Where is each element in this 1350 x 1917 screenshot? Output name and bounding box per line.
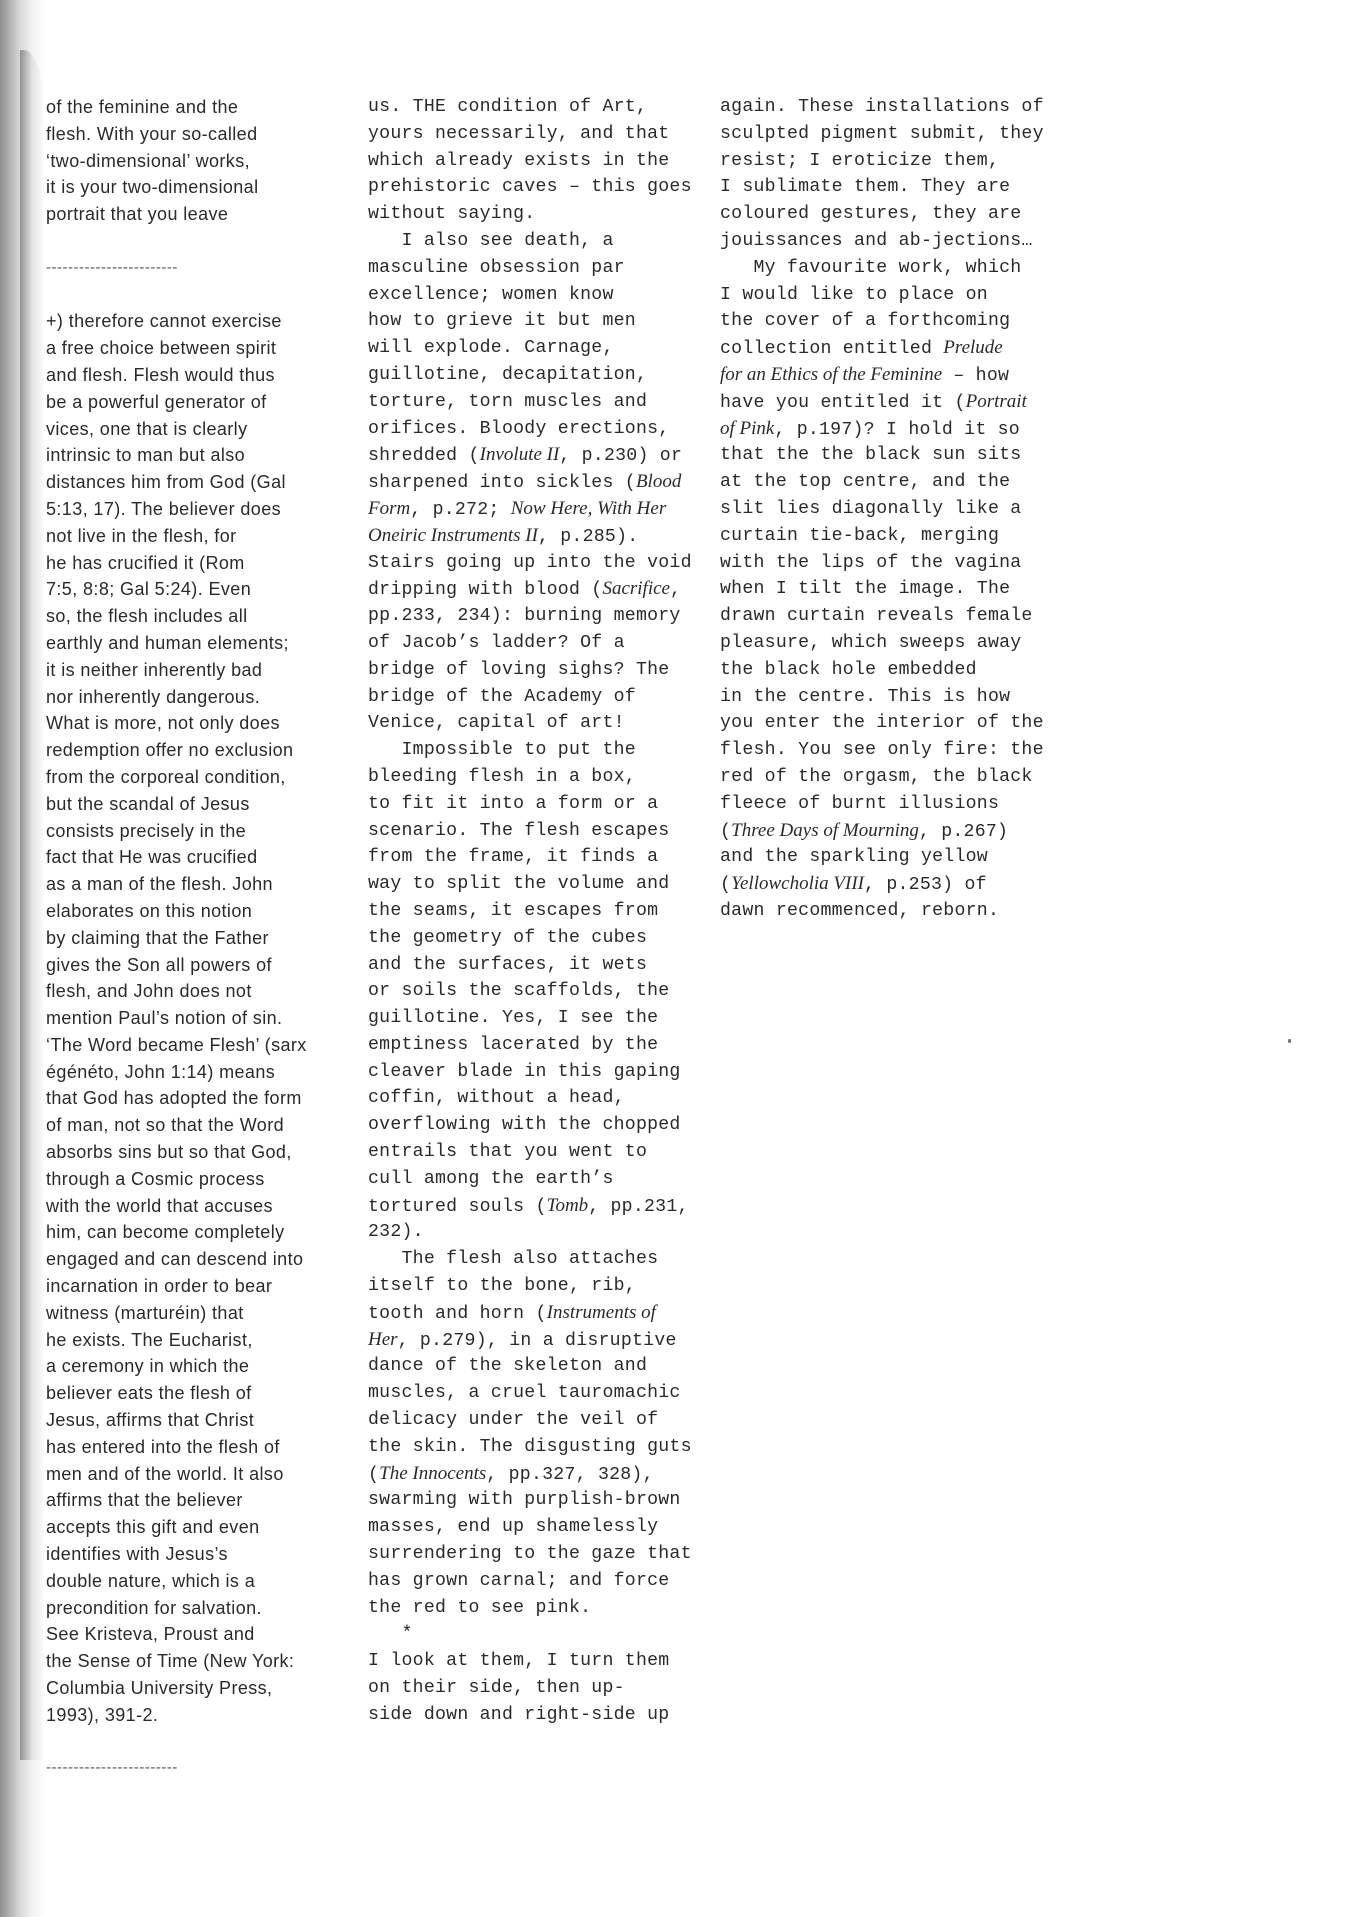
text-segment: I sublimate them. They are bbox=[720, 177, 1011, 198]
main-text-column-right bbox=[720, 94, 1060, 925]
text-segment: , p.197)? I hold it so bbox=[774, 419, 1020, 440]
text-line bbox=[368, 121, 698, 148]
text-line bbox=[368, 898, 698, 925]
text-segment: jouissances and ab-jections… bbox=[720, 230, 1033, 251]
text-segment: cleaver blade in this gaping bbox=[368, 1061, 681, 1082]
text-segment: , p.230) or bbox=[559, 446, 683, 467]
text-segment: muscles, a cruel tauromachic bbox=[368, 1383, 681, 1404]
text-line bbox=[368, 1434, 698, 1461]
work-title: for an Ethics of the Feminine bbox=[720, 363, 943, 385]
footnote-line: mention Paul’s notion of sin. bbox=[46, 1008, 283, 1029]
work-title: The Innocents bbox=[379, 1462, 487, 1484]
footnote-line: flesh, and John does not bbox=[46, 981, 252, 1002]
footnote-line: believer eats the flesh of bbox=[46, 1383, 252, 1404]
text-line bbox=[368, 737, 698, 764]
footnote-line: 1993), 391-2. bbox=[46, 1704, 159, 1725]
work-title: Involute II bbox=[479, 444, 560, 466]
text-segment: bleeding flesh in a box, bbox=[368, 766, 636, 787]
text-line bbox=[720, 174, 1060, 201]
footnote-line: double nature, which is a bbox=[46, 1570, 256, 1591]
text-line bbox=[720, 550, 1060, 577]
text-line bbox=[368, 1327, 698, 1354]
text-line bbox=[368, 1648, 698, 1675]
text-segment: My favourite work, which bbox=[720, 257, 1022, 278]
text-line bbox=[368, 818, 698, 845]
text-segment: coloured gestures, they are bbox=[720, 204, 1022, 225]
text-line bbox=[368, 550, 698, 577]
footnote-line: 7:5, 8:8; Gal 5:24). Even bbox=[46, 579, 252, 600]
text-line bbox=[720, 469, 1060, 496]
text-segment: itself to the bone, rib, bbox=[368, 1276, 636, 1297]
text-line bbox=[368, 1380, 698, 1407]
footnote-line: witness (marturéin) that bbox=[46, 1302, 244, 1323]
text-segment: the red to see pink. bbox=[368, 1597, 592, 1618]
text-segment: of Jacob’s ladder? Of a bbox=[368, 632, 625, 653]
text-line bbox=[720, 844, 1060, 871]
text-line bbox=[368, 255, 698, 282]
text-line bbox=[368, 1568, 698, 1595]
text-segment: guillotine, decapitation, bbox=[368, 364, 648, 385]
footnote-line: as a man of the flesh. John bbox=[46, 874, 273, 895]
text-line bbox=[368, 1353, 698, 1380]
work-title: Oneiric Instruments II bbox=[368, 524, 538, 546]
footnote-line: that God has adopted the form bbox=[46, 1088, 302, 1109]
text-line bbox=[368, 469, 698, 496]
text-line bbox=[368, 1595, 698, 1622]
text-segment: bridge of loving sighs? The bbox=[368, 659, 670, 680]
text-segment: which already exists in the bbox=[368, 150, 670, 171]
text-segment: scenario. The flesh escapes bbox=[368, 820, 670, 841]
text-segment: the cover of a forthcoming bbox=[720, 311, 1011, 332]
main-text-column-middle bbox=[368, 94, 698, 1729]
text-segment: , p.267) bbox=[918, 821, 1009, 842]
text-segment: yours necessarily, and that bbox=[368, 123, 670, 144]
footnote-line: vices, one that is clearly bbox=[46, 418, 248, 439]
text-segment: to fit it into a form or a bbox=[368, 793, 659, 814]
work-title: Form bbox=[368, 497, 411, 519]
text-line bbox=[368, 1541, 698, 1568]
text-segment: excellence; women know bbox=[368, 284, 614, 305]
text-segment: prehistoric caves – this goes bbox=[368, 177, 692, 198]
text-segment: entrails that you went to bbox=[368, 1142, 648, 1163]
footnote-line: a ceremony in which the bbox=[46, 1356, 250, 1377]
footnote-line: affirms that the believer bbox=[46, 1490, 243, 1511]
text-line bbox=[720, 362, 1060, 389]
text-line bbox=[720, 255, 1060, 282]
text-segment: torture, torn muscles and bbox=[368, 391, 648, 412]
text-segment: orifices. Bloody erections, bbox=[368, 418, 670, 439]
footnote-line: What is more, not only does bbox=[46, 713, 280, 734]
text-segment: has grown carnal; and force bbox=[368, 1570, 670, 1591]
text-segment: , p.279), in a disruptive bbox=[397, 1330, 677, 1351]
text-line bbox=[368, 1487, 698, 1514]
text-segment: again. These installations of bbox=[720, 97, 1044, 117]
footnote-line: accepts this gift and even bbox=[46, 1517, 260, 1538]
text-line bbox=[368, 148, 698, 175]
text-segment: Venice, capital of art! bbox=[368, 713, 625, 734]
footnote-line: ‘The Word became Flesh’ (sarx bbox=[46, 1034, 307, 1055]
text-segment: and the sparkling yellow bbox=[720, 847, 988, 868]
text-segment: on their side, then up- bbox=[368, 1678, 625, 1699]
text-line bbox=[720, 710, 1060, 737]
text-line bbox=[368, 1059, 698, 1086]
text-segment: will explode. Carnage, bbox=[368, 338, 614, 359]
text-segment: dawn recommenced, reborn. bbox=[720, 900, 1000, 921]
text-line bbox=[720, 684, 1060, 711]
footnote-line: and flesh. Flesh would thus bbox=[46, 364, 275, 385]
text-segment: drawn curtain reveals female bbox=[720, 606, 1033, 627]
text-segment: curtain tie-back, merging bbox=[720, 525, 1000, 546]
text-segment: overflowing with the chopped bbox=[368, 1115, 681, 1136]
footnote-line: absorbs sins but so that God, bbox=[46, 1142, 292, 1163]
footnote-rule: ------------------------ bbox=[46, 258, 178, 276]
footnote-line: men and of the world. It also bbox=[46, 1463, 284, 1484]
text-line bbox=[368, 1112, 698, 1139]
text-segment: sharpened into sickles ( bbox=[368, 473, 636, 494]
text-line bbox=[368, 335, 698, 362]
text-segment: ( bbox=[720, 821, 732, 842]
text-line bbox=[368, 1139, 698, 1166]
text-segment: , bbox=[669, 580, 682, 601]
text-line bbox=[720, 282, 1060, 309]
text-segment: or soils the scaffolds, the bbox=[368, 981, 670, 1002]
text-segment: surrendering to the gaze that bbox=[368, 1544, 692, 1565]
work-title: Her bbox=[368, 1328, 398, 1350]
text-line bbox=[368, 1621, 698, 1648]
text-segment: * bbox=[368, 1624, 413, 1645]
text-segment: the black hole embedded bbox=[720, 659, 977, 680]
text-line bbox=[368, 978, 698, 1005]
text-line bbox=[720, 791, 1060, 818]
text-segment: dance of the skeleton and bbox=[368, 1356, 648, 1377]
text-segment: , pp.231, bbox=[588, 1196, 689, 1217]
footnote-line: flesh. With your so-called bbox=[46, 123, 258, 144]
text-line bbox=[720, 737, 1060, 764]
text-segment: , p.285). bbox=[537, 526, 639, 547]
text-line bbox=[368, 952, 698, 979]
text-line bbox=[720, 496, 1060, 523]
text-line bbox=[720, 228, 1060, 255]
footnote-line: so, the flesh includes all bbox=[46, 606, 248, 627]
text-segment: ( bbox=[720, 875, 732, 896]
text-line bbox=[720, 121, 1060, 148]
text-segment: when I tilt the image. The bbox=[720, 579, 1011, 600]
footnote-line: earthly and human elements; bbox=[46, 632, 289, 653]
footnote-line: it is your two-dimensional bbox=[46, 177, 259, 198]
work-title: Yellowcholia VIII bbox=[731, 873, 864, 895]
text-line bbox=[720, 603, 1060, 630]
text-segment: I also see death, a bbox=[368, 230, 614, 251]
text-line bbox=[368, 1514, 698, 1541]
text-line bbox=[720, 764, 1060, 791]
text-segment: Impossible to put the bbox=[368, 740, 636, 761]
text-line bbox=[368, 1675, 698, 1702]
text-segment: us. THE condition of Art, bbox=[368, 97, 648, 117]
work-title: Sacrifice bbox=[602, 578, 670, 600]
text-segment: red of the orgasm, the black bbox=[720, 766, 1033, 787]
text-line bbox=[368, 442, 698, 469]
text-segment: pleasure, which sweeps away bbox=[720, 632, 1022, 653]
text-segment: emptiness lacerated by the bbox=[368, 1034, 659, 1055]
footnote-line: +) therefore cannot exercise bbox=[46, 311, 282, 332]
footnote-line: but the scandal of Jesus bbox=[46, 793, 250, 814]
text-line bbox=[720, 335, 1060, 362]
text-segment: coffin, without a head, bbox=[368, 1088, 625, 1109]
text-segment: flesh. You see only fire: the bbox=[720, 740, 1044, 761]
text-line bbox=[368, 228, 698, 255]
text-line bbox=[720, 94, 1060, 121]
text-segment: shredded ( bbox=[368, 446, 480, 467]
text-line bbox=[720, 630, 1060, 657]
text-line bbox=[720, 898, 1060, 925]
text-segment: – how bbox=[942, 365, 1010, 386]
text-segment: , p.253) of bbox=[864, 875, 987, 896]
text-line bbox=[368, 657, 698, 684]
text-segment: and the surfaces, it wets bbox=[368, 954, 648, 975]
text-segment: collection entitled bbox=[720, 339, 944, 360]
footnote-line: a free choice between spirit bbox=[46, 338, 277, 359]
footnote-line: he exists. The Eucharist, bbox=[46, 1329, 253, 1350]
text-segment: , p.272; bbox=[410, 499, 511, 520]
text-line bbox=[368, 630, 698, 657]
footnote-line: 5:13, 17). The believer does bbox=[46, 498, 282, 519]
footnote-line: engaged and can descend into bbox=[46, 1249, 304, 1270]
text-line bbox=[368, 174, 698, 201]
text-line bbox=[720, 657, 1060, 684]
text-line bbox=[368, 362, 698, 389]
text-segment: how to grieve it but men bbox=[368, 311, 636, 332]
text-line bbox=[368, 764, 698, 791]
text-segment: The flesh also attaches bbox=[368, 1249, 659, 1270]
work-title: Instruments of bbox=[546, 1301, 656, 1323]
text-line bbox=[368, 389, 698, 416]
text-segment: cull among the earth’s bbox=[368, 1168, 614, 1189]
text-line bbox=[368, 1407, 698, 1434]
text-line bbox=[720, 389, 1060, 416]
footnote-line: ‘two-dimensional’ works, bbox=[46, 150, 250, 171]
footnote-line: of man, not so that the Word bbox=[46, 1115, 284, 1136]
footnote-line: be a powerful generator of bbox=[46, 391, 267, 412]
footnote-line: intrinsic to man but also bbox=[46, 445, 246, 466]
footnote-column bbox=[46, 94, 346, 1782]
work-title: Prelude bbox=[943, 337, 1003, 359]
text-line bbox=[368, 1246, 698, 1273]
footnote-line: portrait that you leave bbox=[46, 204, 229, 225]
text-segment: that the the black sun sits bbox=[720, 445, 1022, 466]
footnote-line: not live in the flesh, for bbox=[46, 525, 237, 546]
footnote-line: Columbia University Press, bbox=[46, 1678, 273, 1699]
text-line bbox=[368, 308, 698, 335]
text-line bbox=[720, 523, 1060, 550]
text-line bbox=[368, 1085, 698, 1112]
text-line bbox=[368, 1702, 698, 1729]
text-line bbox=[368, 1219, 698, 1246]
footnote-line: consists precisely in the bbox=[46, 820, 247, 841]
footnote-line: him, can become completely bbox=[46, 1222, 285, 1243]
text-segment: at the top centre, and the bbox=[720, 472, 1011, 493]
text-line bbox=[368, 1166, 698, 1193]
text-segment: guillotine. Yes, I see the bbox=[368, 1008, 659, 1029]
footnote-line: has entered into the flesh of bbox=[46, 1436, 280, 1457]
footnote-line: identifies with Jesus’s bbox=[46, 1544, 228, 1565]
text-segment: delicacy under the veil of bbox=[368, 1410, 659, 1431]
text-segment: you enter the interior of the bbox=[720, 713, 1044, 734]
text-line bbox=[368, 523, 698, 550]
footnote-line bbox=[46, 228, 346, 255]
footnote-line: the Sense of Time (New York: bbox=[46, 1651, 295, 1672]
text-segment: without saying. bbox=[368, 204, 536, 225]
text-line bbox=[368, 603, 698, 630]
work-title: of Pink bbox=[720, 417, 775, 439]
footnote-rule: ------------------------ bbox=[46, 1759, 178, 1777]
footnote-line: distances him from God (Gal bbox=[46, 472, 286, 493]
footnote-line: nor inherently dangerous. bbox=[46, 686, 261, 707]
text-line bbox=[720, 201, 1060, 228]
text-line bbox=[368, 684, 698, 711]
text-segment: bridge of the Academy of bbox=[368, 686, 636, 707]
text-line bbox=[368, 1461, 698, 1488]
text-segment: from the frame, it finds a bbox=[368, 847, 659, 868]
footnote-line: he has crucified it (Rom bbox=[46, 552, 245, 573]
text-line bbox=[368, 791, 698, 818]
text-segment: masculine obsession par bbox=[368, 257, 625, 278]
work-title: Three Days of Mourning bbox=[731, 819, 919, 841]
text-segment: tooth and horn ( bbox=[368, 1303, 547, 1324]
text-line bbox=[368, 871, 698, 898]
text-line bbox=[368, 576, 698, 603]
work-title: Now Here, With Her bbox=[510, 497, 667, 519]
footnote-line: égénéto, John 1:14) means bbox=[46, 1061, 276, 1082]
text-segment: ( bbox=[368, 1464, 380, 1485]
text-line bbox=[368, 201, 698, 228]
text-segment: I look at them, I turn them bbox=[368, 1651, 670, 1672]
text-line bbox=[368, 1273, 698, 1300]
text-line bbox=[368, 1193, 698, 1220]
text-line bbox=[720, 871, 1060, 898]
text-segment: in the centre. This is how bbox=[720, 686, 1011, 707]
footnote-line: gives the Son all powers of bbox=[46, 954, 272, 975]
text-line bbox=[720, 148, 1060, 175]
text-segment: the geometry of the cubes bbox=[368, 927, 648, 948]
text-line bbox=[368, 282, 698, 309]
text-segment: swarming with purplish-brown bbox=[368, 1490, 681, 1511]
text-segment: fleece of burnt illusions bbox=[720, 793, 1000, 814]
text-segment: tortured souls ( bbox=[368, 1196, 547, 1217]
footnote-line: precondition for salvation. bbox=[46, 1597, 262, 1618]
text-line bbox=[720, 576, 1060, 603]
footnote-line: See Kristeva, Proust and bbox=[46, 1624, 255, 1645]
footnote-line: Jesus, affirms that Christ bbox=[46, 1410, 255, 1431]
print-speck bbox=[1288, 1039, 1291, 1043]
text-segment: Stairs going up into the void bbox=[368, 552, 692, 573]
text-segment: dripping with blood ( bbox=[368, 580, 603, 601]
binding-shadow bbox=[20, 50, 44, 1760]
work-title: Portrait bbox=[965, 390, 1027, 412]
text-segment: I would like to place on bbox=[720, 284, 988, 305]
work-title: Tomb bbox=[546, 1194, 589, 1216]
text-line bbox=[368, 925, 698, 952]
footnote-line: incarnation in order to bear bbox=[46, 1276, 273, 1297]
text-segment: pp.233, 234): burning memory bbox=[368, 606, 681, 627]
text-line bbox=[368, 1032, 698, 1059]
text-line bbox=[368, 844, 698, 871]
footnote-line: of the feminine and the bbox=[46, 97, 239, 117]
text-segment: the skin. The disgusting guts bbox=[368, 1436, 692, 1457]
text-line bbox=[368, 496, 698, 523]
footnote-line: fact that He was crucified bbox=[46, 847, 258, 868]
text-segment: slit lies diagonally like a bbox=[720, 498, 1022, 519]
text-line bbox=[368, 1300, 698, 1327]
footnote-line: redemption offer no exclusion bbox=[46, 740, 294, 761]
text-segment: side down and right-side up bbox=[368, 1704, 670, 1725]
footnote-line bbox=[46, 1729, 346, 1756]
text-line bbox=[368, 94, 698, 121]
footnote-line: elaborates on this notion bbox=[46, 900, 253, 921]
text-segment: masses, end up shamelessly bbox=[368, 1517, 659, 1538]
text-segment: way to split the volume and bbox=[368, 874, 670, 895]
text-line bbox=[368, 416, 698, 443]
text-line bbox=[720, 308, 1060, 335]
text-segment: 232). bbox=[368, 1222, 424, 1243]
footnote-line: it is neither inherently bad bbox=[46, 659, 263, 680]
text-line bbox=[720, 416, 1060, 443]
footnote-line bbox=[46, 282, 346, 309]
work-title: Blood bbox=[635, 471, 682, 493]
text-segment: sculpted pigment submit, they bbox=[720, 123, 1044, 144]
footnote-line: from the corporeal condition, bbox=[46, 766, 286, 787]
footnote-line: by claiming that the Father bbox=[46, 927, 269, 948]
footnote-line: with the world that accuses bbox=[46, 1195, 273, 1216]
footnote-line: through a Cosmic process bbox=[46, 1168, 265, 1189]
text-line bbox=[720, 442, 1060, 469]
text-segment: resist; I eroticize them, bbox=[720, 150, 1000, 171]
text-segment: have you entitled it ( bbox=[720, 392, 966, 413]
text-segment: , pp.327, 328), bbox=[486, 1464, 654, 1485]
text-line bbox=[720, 818, 1060, 845]
text-segment: with the lips of the vagina bbox=[720, 552, 1022, 573]
text-line bbox=[368, 710, 698, 737]
text-segment: the seams, it escapes from bbox=[368, 900, 659, 921]
text-line bbox=[368, 1005, 698, 1032]
